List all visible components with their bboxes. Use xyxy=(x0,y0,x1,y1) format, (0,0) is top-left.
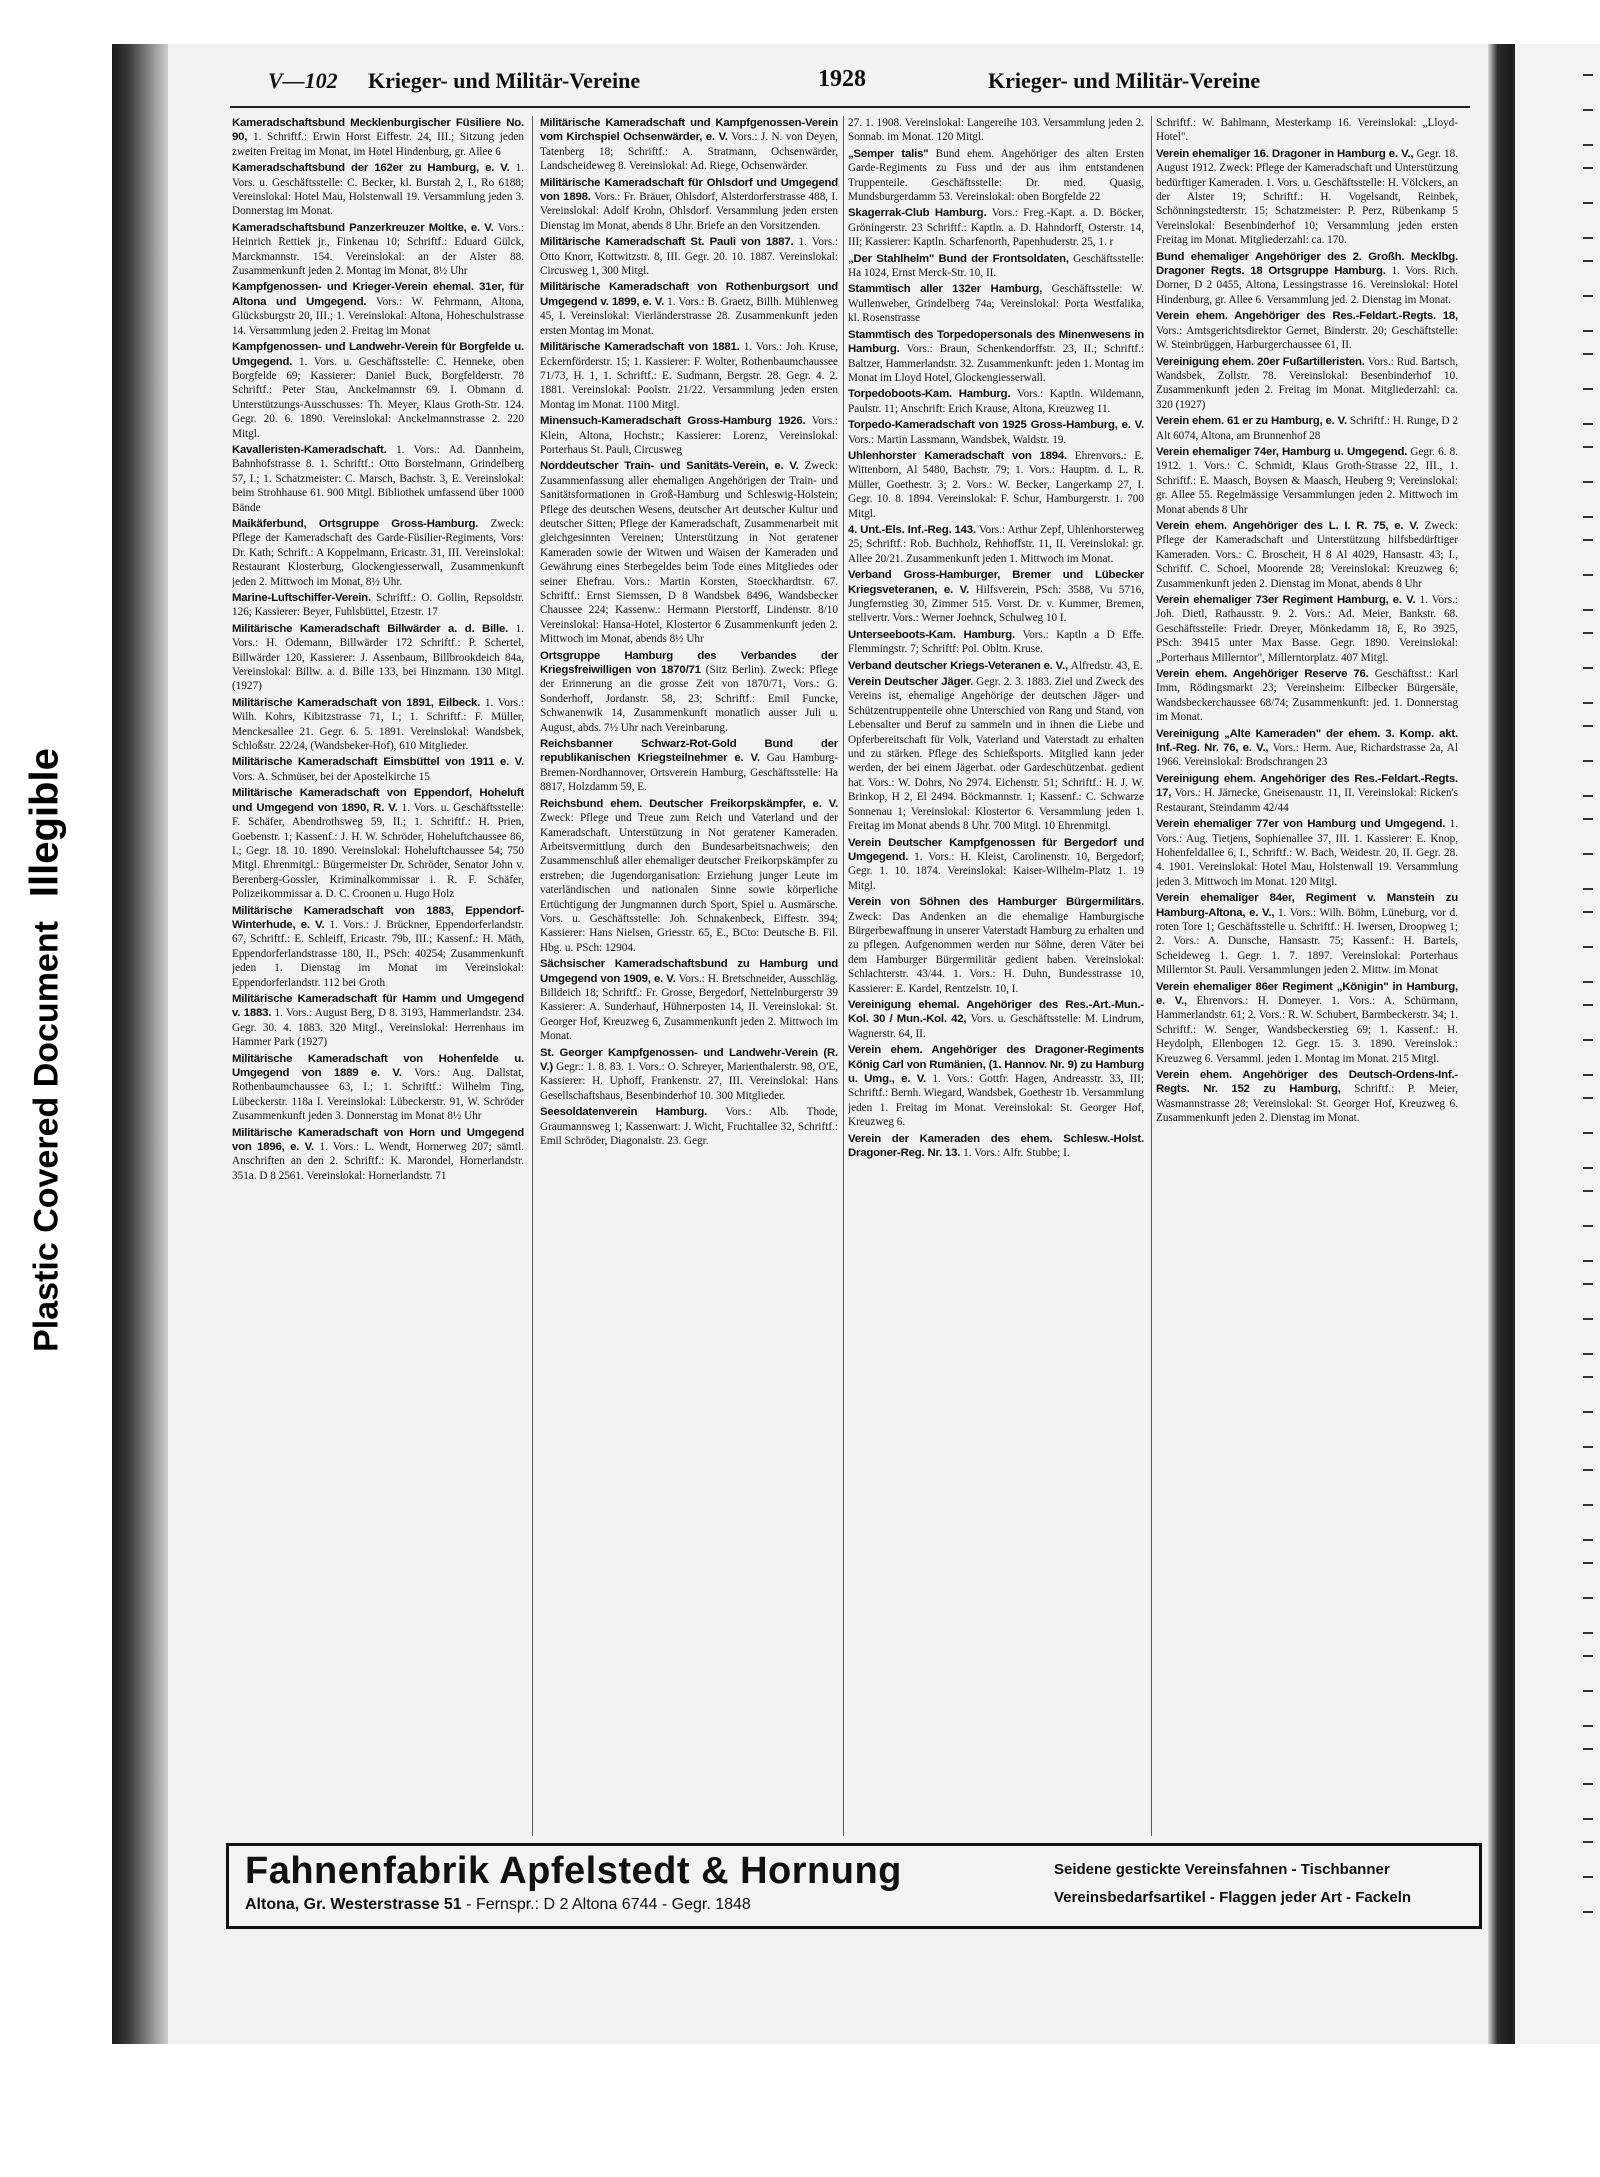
directory-entry xyxy=(848,449,1144,521)
entry-title: Militärische Kameradschaft und Kampfgenossen-Verein vom Kirchspiel Ochsenwärder, e. V. xyxy=(540,117,838,144)
entry-body: Ehrenvors.: E. Wittenborn, Al 5480, Bachstr. 79; 1. Vors.: Hauptm. d. L. R. Müller, Goethestr. 3; 2. Vors.: W. Becker, Langerkamp 27, I. Gegr. 10. 8. 1894. Vereinslokal: F. Schur, Hamburgerstr. 1. 700 Mitgl. xyxy=(848,449,1144,520)
directory-entry xyxy=(540,797,838,955)
entry-title: Verein Deutscher Kampfgenossen für Bergedorf und Umgegend. xyxy=(848,836,1144,863)
text-fragment xyxy=(1583,109,1593,111)
entry-body: 1. Vors. u. Geschäftsstelle: C. Henneke, oben Borgfelde 69; Kassierer: Daniel Buck, Borgfelderstr. 78 Schriftf.: Peter Stau, Anckelmannstr 69. I. Obmann d. Unterstützungs-Ausschusses: Th. Meyer, Klaus Groth-Str. 124. Gegr. 20. 6. 1890. Vereinslokal: Anckelmannstrasse 2. 220 Mitgl. xyxy=(232,355,524,440)
directory-entry xyxy=(848,418,1144,447)
entry-body: Geschäftsstelle: W. Wullenweber, Grindelberg 74a; Vereinslokal: Porta Westfalika, kl. Rosenstrasse xyxy=(848,283,1144,325)
entry-body: Gegr. 6. 8. 1912. 1. Vors.: C. Schmidt, Klaus Groth-Strasse 22, III., 1. Schriftf.: E. Maasch, Boysen & Maasch, Heuberg 9; Vereinslokal: gr. Allee 55. Regelmässige Versammlungen jeden 2. Mittwoch im Monat abends 8 Uhr xyxy=(1156,445,1458,516)
entry-title: 4. Unt.-Els. Inf.-Reg. 143. xyxy=(848,523,976,536)
text-fragment xyxy=(1583,1225,1593,1227)
text-fragment xyxy=(1583,911,1593,913)
directory-entry xyxy=(848,675,1144,833)
text-fragment xyxy=(1583,725,1593,727)
entry-title: Seesoldatenverein Hamburg. xyxy=(540,1106,708,1119)
entry-body: 1. Vors. u. Geschäftsstelle: F. Schäfer, Abendrothsweg 59, II.; 1. Schriftf.: H. Prien, Goebenstr. 1; Kassenf.: J. H. W. Schröder, Hoheluftchaussee 86, I.; Gegr. 18. 10. 1890. Vereinslokal: Hoheluftchaussee 54; 750 Mitgl. Ehrenmitgl.: Bürgermeister Dr. Schröder, Senator John v. Berenberg-Gossler, Kriminalkommissar i. R. F. Schäfer, Polizeikommissar a. D. C. Croonen u. Hugo Holz xyxy=(232,801,524,901)
side-label-text xyxy=(23,748,68,1352)
entry-title: Verein ehemaliger 73er Regiment Hamburg, e. V. xyxy=(1156,594,1416,606)
entry-body: Gau Hamburg-Bremen-Nordhannover, Ortsverein Hamburg, Geschäftsstelle: Ha 8817, Holzdamm 59, E. xyxy=(540,752,838,794)
entry-title: Verband deutscher Kriegs-Veteranen e. V., xyxy=(848,659,1068,672)
entry-body: (Sitz Berlin). Zweck: Pflege der Erinnerung an die grosse Zeit von 1870/71, Vors.: G. Sonderhoff, Jordanstr. 58, 23; Schriftf.: Emil Funcke, Schwanenwik 14, Zusammenkunft monatlich ausser Juli u. August, abds. 7½ Uhr nach Vereinbarung. xyxy=(540,664,838,734)
text-fragment xyxy=(1583,1876,1593,1878)
column-2 xyxy=(540,116,838,1996)
entry-title: Vereinigung ehemal. Angehöriger des Res.-Art.-Mun.-Kol. 30 / Mun.-Kol. 42, xyxy=(848,998,1144,1026)
entry-title: Kavalleristen-Kameradschaft. xyxy=(232,443,387,456)
directory-entry xyxy=(848,1132,1144,1161)
entry-title: Militärische Kameradschaft von Hohenfelde u. Umgegend von 1889 e. V. xyxy=(232,1052,524,1079)
entry-body: Vors.: Martin Lassmann, Wandsbek, Waldstr. 19. xyxy=(848,433,1067,446)
text-fragment xyxy=(1583,446,1593,448)
directory-entry xyxy=(232,622,524,694)
entry-title: Kameradschaftsbund Panzerkreuzer Moltke, e. V. xyxy=(232,221,494,234)
entry-title: Vereinigung ehem. 20er Fußartilleristen. xyxy=(1156,355,1365,368)
directory-entry xyxy=(540,116,838,174)
entry-body: Vors.: Heinrich Rettiek jr., Finkenau 10; Schriftf.: Eduard Gülck, Marckmannstr. 154. Vereinslokal: an der Alster 88. Zusammenkunft jeden 2. Montag im Monat, 8½ Uhr xyxy=(232,221,524,278)
entry-title: Verein ehem. Angehöriger des Deutsch-Ordens-Inf.-Regts. Nr. 152 zu Hamburg, xyxy=(1156,1069,1458,1096)
directory-entry xyxy=(1156,772,1458,815)
directory-entry xyxy=(1156,116,1458,145)
side-label xyxy=(0,640,90,1460)
entry-title: Unterseeboots-Kam. Hamburg. xyxy=(848,628,1015,641)
directory-entry xyxy=(232,755,524,784)
directory-entry xyxy=(232,280,524,338)
text-fragment xyxy=(1583,260,1593,262)
text-fragment xyxy=(1583,667,1593,669)
text-fragment xyxy=(1583,946,1593,948)
entry-title: Reichsbanner Schwarz-Rot-Gold Bund der republikanischen Kriegsteilnehmer e. V. xyxy=(540,738,838,765)
entry-title: Verein ehem. Angehöriger Reserve 76. xyxy=(1156,668,1369,681)
entry-title: Verein ehemaliger 86er Regiment „Königin" in Hamburg, e. V., xyxy=(1156,980,1458,1007)
directory-entry xyxy=(848,523,1144,566)
year: 1928 xyxy=(818,66,866,92)
entry-title: „Semper talis" xyxy=(848,147,929,160)
entry-body: Vors.: Braun, Schenkendorffstr. 23, II.; Schriftf.: Baltzer, Hammerlandstr. 32. Zusammenkunft: jeden 1. Montag im Monat im Lloyd Hotel, Glockengiesserwall. xyxy=(848,343,1144,384)
side-label-line2: Illegible xyxy=(22,748,67,898)
entry-body: Vors.: Freg.-Kapt. a. D. Böcker, Gröningerstr. 23 Schriftf.: Kaptln. a. D. Hahndorff, Osterstr. 14, III; Kassierer: Kaptln. Scharfenorth, Papenhuderstr. 25, 1. r xyxy=(848,207,1144,249)
entry-body: Gegr. 2. 3. 1883. Ziel und Zweck des Vereins ist, ehemalige Angehörige der deutschen Jäger- und Schützentruppenteile ohne Unterschied von Rang und Stand, von Lebensalter und Beruf zu sammeln und in ihnen die Liebe und Opferbereitschaft für Volk, Vaterland und Vaterstadt zu erhalten und zu stärken. Pflege des Schießsports. Mitglied kann jeder werden, der bei einem Jägerbat. oder Gardeschützenbat. gedient hat. Vors.: W. Dohrs, No 2974. Eichenstr. 51; Schriftf.: H. J. W. Brinkop, H 2, El 2494. Böckmannstr. 1; Kassenf.: C. Schwarze Sonnenau 1; Vereinslokal: Klostertor 6. Versammlung jeden 1. Freitag im Monat abends 8 Uhr. 700 Mitgl. 10 Ehrenmitgl. xyxy=(848,676,1144,833)
ad-products-line1: Seidene gestickte Vereinsfahnen - Tischbanner xyxy=(1054,1861,1390,1878)
column-divider xyxy=(532,116,533,1836)
entry-body: Vors.: W. Fehrmann, Altona, Glücksburgstr 20, III.; 1. Vereinslokal: Altona, Hoheschulstrasse 14. Versammlung jeden 2. Freitag im Monat xyxy=(232,295,524,337)
directory-entry xyxy=(540,1105,838,1148)
directory-entry xyxy=(232,696,524,754)
text-fragment xyxy=(1583,539,1593,541)
entry-body: Hilfsverein, PSch: 3588, Vu 5716, Jungfernstieg 30, Zimmer 515. Vorst. Dr. v. Kummer, Bremen, stellvertr. Vors.: Werner Joehnck, Schulweg 10 I. xyxy=(848,583,1144,625)
directory-entry xyxy=(540,414,838,457)
page-number: V—102 xyxy=(268,68,338,93)
directory-entry xyxy=(848,568,1144,626)
ad-products xyxy=(1054,1856,1464,1912)
directory-entry xyxy=(848,206,1144,249)
directory-entry xyxy=(848,836,1144,894)
text-fragment xyxy=(1583,702,1593,704)
entry-body: Vors.: Aug. Dallstat, Rothenbaumchaussee 63, I.; 1. Schriftf.: Wilhelm Ting, Lübeckerstr. 118a I. Vereinslokal: Lübeckerstr. 91, W. Schröder Zusammenkunft jeden 3. Donnerstag im Monat 8½ Uhr xyxy=(232,1067,524,1123)
entry-title: Torpedoboots-Kam. Hamburg. xyxy=(848,388,1011,401)
entry-body: 1. Vors.: August Berg, D 8. 3193, Hammerlandstr. 234. Gegr. 30. 4. 1883. 320 Mitgl., Vereinslokal: Herrenhaus im Hammer Park (1927) xyxy=(232,1007,524,1049)
adjacent-page-text-fragments xyxy=(1583,44,1600,2044)
directory-entry xyxy=(1156,519,1458,591)
directory-entry xyxy=(540,957,838,1043)
text-fragment xyxy=(1583,609,1593,611)
entry-body: Vors.: Amtsgerichtsdirektor Gernet, Binderstr. 20; Geschäftstelle: W. Steinbrüggen, Harburgerchaussee 61, II. xyxy=(1156,324,1458,352)
text-fragment xyxy=(1583,423,1593,425)
entry-title: Marine-Luftschiffer-Verein. xyxy=(232,592,371,604)
entry-title: Vereinigung „Alte Kameraden" der ehem. 3. Komp. akt. Inf.-Reg. Nr. 76, e. V., xyxy=(1156,727,1458,755)
entry-body: 1. Vors.: Wilh. Kohrs, Kibitzstrasse 71, I.; 1. Schriftf.: F. Müller, Menckesallee 21. Gegr. 6. 5. 1891. Vereinslokal: Wandsbek, Schloßstr. 22/24, (Wandsbeker-Hof), 610 Mitglieder. xyxy=(232,696,524,753)
entry-body: Vors.: Arthur Zepf, Uhlenhorsterweg 25; Schriftf.: Rob. Buchholz, Rehhoffstr. 11, II. Vereinslokal: gr. Allee 20/21. Zusammenkunft jeden 1. Mittwoch im Monat. xyxy=(848,523,1144,565)
entry-body: Ehrenvors.: H. Domeyer. 1. Vors.: A. Schürmann, Hammerlandstr. 61; 2. Vors.: R. W. Schubert, Barmbeckerstr. 34; 1. Schriftf.: W. Senger, Wandsbeckerstieg 69; 1. Kassenf.: H. Heydolph, Ellenbogen 12. Gegr. 15. 3. 1890. Vereinslok.: Kreuzweg 6. Versamml. jeden 1. Montag im Monat. 215 Mitgl. xyxy=(1156,994,1458,1065)
entry-body: 1. Vors. Rich. Dorner, D 2 0455, Altona, Lessingstrasse 16. Vereinslokal: Hotel Hindenburg, gr. Allee 6. Versammlung jed. 2. Dienstag im Monat. xyxy=(1156,265,1458,306)
entry-body: 27. 1. 1908. Vereinslokal: Langereihe 103. Versammlung jeden 2. Sonnab. im Monat. 120 Mitgl. xyxy=(848,117,1144,144)
entry-title: Militärische Kameradschaft für Ohlsdorf und Umgegend von 1898. xyxy=(540,176,838,204)
text-fragment xyxy=(1583,795,1593,797)
directory-entry xyxy=(540,235,838,278)
entry-title: Militärische Kameradschaft von 1881. xyxy=(540,341,740,354)
directory-entry xyxy=(232,786,524,901)
entry-body: 1. Vors.: H. Odemann, Billwärder 172 Schriftf.: P. Schertel, Billwärder 120, Kassierer: J. Assenbaum, Billbrookdeich 84a, Vereinslokal: Billw. a. d. Bille 133, bei Hinzmann. 130 Mitgl. (1927) xyxy=(232,622,524,693)
directory-entry xyxy=(540,459,838,646)
directory-entry xyxy=(232,1052,524,1124)
entry-body: Vors.: Kaptln. Wildemann, Paulstr. 11; Anschrift: Erich Krause, Altona, Kreuzweg 11. xyxy=(848,388,1144,415)
directory-entry xyxy=(848,628,1144,657)
entry-body: 1. Vors.: Joh. Dietl, Rathausstr. 9. 2. Vors.: Ad. Meier, Bankstr. 68. Geschäftsstelle: Friedr. Dreyer, Mönkedamm 18, E, Ro 3925, PSch: 39415 unter Max Basse. Gegr. 1890. Vereinslokal: „Porterhaus Millerntor", Millerntorplatz. 407 Mitgl. xyxy=(1156,594,1458,664)
entry-body: 1. Vors.: Otto Knorr, Kottwitzstr. 8, III. Gegr. 20. 10. 1887. Vereinslokal: Circusweg 1, 300 Mitgl. xyxy=(540,236,838,278)
entry-body: Schriftf.: H. Runge, D 2 Alt 6074, Altona, am Brunnenhof 28 xyxy=(1156,415,1458,442)
text-fragment xyxy=(1583,1283,1593,1285)
directory-entry xyxy=(1156,355,1458,413)
directory-entry xyxy=(848,282,1144,325)
directory-entry xyxy=(232,992,524,1050)
directory-entry xyxy=(848,147,1144,205)
entry-title: Norddeutscher Train- und Sanitäts-Verein, e. V. xyxy=(540,460,799,473)
entry-title: Militärische Kameradschaft von Eppendorf, Hoheluft und Umgegend von 1890, R. V. xyxy=(232,787,524,814)
text-fragment xyxy=(1583,516,1593,518)
directory-entry xyxy=(232,161,524,219)
directory-entry xyxy=(540,176,838,234)
entry-title: Minensuch-Kameradschaft Gross-Hamburg 1926. xyxy=(540,415,806,428)
entry-title: Verein ehem. Angehöriger des Dragoner-Regiments König Carl von Rumänien, (1. Hannov. Nr. 9) zu Hamburg u. Umg., e. V. xyxy=(848,1044,1144,1085)
directory-entry xyxy=(232,116,524,159)
entry-body: Vors.: Fr. Bräuer, Ohlsdorf, Alsterdorferstrasse 488, I. Vereinslokal: Adolf Krohn, Ohlsdorf. Versammlung jeden ersten Dienstag im Monat, abends 8 Uhr. Briefe an den Vorsitzenden. xyxy=(540,191,838,232)
directory-entry xyxy=(1156,593,1458,665)
ad-phone: Fernspr.: D 2 Altona 6744 xyxy=(475,1896,658,1913)
entry-body: 1. Vors.: Alfr. Stubbe; I. xyxy=(963,1147,1070,1160)
column-3 xyxy=(848,116,1144,1996)
entry-body: Schriftf.: O. Gollin, Repsoldstr. 126; Kassierer: Beyer, Fuhlsbüttel, Etzestr. 17 xyxy=(232,592,524,619)
entry-title: Militärische Kameradschaft Eimsbüttel von 1911 e. V. xyxy=(232,756,524,769)
text-fragment xyxy=(1583,1469,1593,1471)
entry-body: 1. Vors. u. Geschäftsstelle: C. Becker, kl. Burstah 2, I., Ro 6188; Vereinslokal: Hotel Mau, Holstenwall 19. Versammlung jeden 3. Donnerstag im Monat. xyxy=(232,162,524,218)
directory-entry xyxy=(540,340,838,412)
directory-entry xyxy=(848,116,1144,145)
text-fragment xyxy=(1583,1841,1593,1843)
column-4 xyxy=(1156,116,1458,1996)
entry-body: Geschäftsstelle: Ha 1024, Ernst Merck-Str. 10, II. xyxy=(848,252,1144,280)
directory-entry xyxy=(848,328,1144,386)
entry-body: 1. Vors.: L. Wendt, Hornerweg 207; sämtl. Anschriften an den 2. Schriftf.: K. Marondel, Hornerlandstr. 351a. D 8 2561. Vereinslokal: Hornerlandstr. 71 xyxy=(232,1141,524,1182)
text-fragment xyxy=(1583,632,1593,634)
entry-title: Torpedo-Kameradschaft von 1925 Gross-Hamburg, e. V. xyxy=(848,419,1144,432)
entry-title: Verein ehem. Angehöriger des L. I. R. 75, e. V. xyxy=(1156,519,1419,532)
entry-title: Militärische Kameradschaft von 1883, Eppendorf-Winterhude, e. V. xyxy=(232,904,524,931)
entry-title: Maikäferbund, Ortsgruppe Gross-Hamburg. xyxy=(232,517,479,530)
text-fragment xyxy=(1583,1911,1593,1913)
running-title-left: Krieger- und Militär-Vereine xyxy=(368,68,641,93)
entry-body: 1. Vors.: Joh. Kruse, Eckernförderstr. 15; 1. Kassierer: F. Wolter, Rothenbaumchaussee 71/73, H. 1, 1. Schriftf.: E. Sudmann, Bergstr. 28. Gegr. 4. 2. 1881. Vereinslokal: Poolstr. 21/22. Versammlung jeden ersten Montag im Monat. 1100 Mitgl. xyxy=(540,341,838,411)
text-fragment xyxy=(1583,1632,1593,1634)
directory-entry xyxy=(232,221,524,279)
entry-title: Militärische Kameradschaft für Hamm und Umgegend v. 1883. xyxy=(232,992,524,1020)
directory-entry xyxy=(1156,891,1458,977)
entry-title: Militärische Kameradschaft von Rothenburgsort und Umgegend v. 1899, e. V. xyxy=(540,281,838,308)
entry-title: Verein ehemaliger 16. Dragoner in Hamburg e. V., xyxy=(1156,147,1414,160)
entry-body: 1. Vors.: Ad. Dannheim, Bahnhofstrasse 8. 1. Schriftf.: Otto Borstelmann, Grindelberg 57, I.; 1. Schatzmeister: C. Marsch, Bachstr. 3, E. Vereinslokal: beim Strohhause 61. 900 Mitgl. Bibliothek umfassend über 1000 Bände xyxy=(232,443,524,514)
side-label-line1: Plastic Covered Document xyxy=(27,921,66,1352)
running-title-right: Krieger- und Militär-Vereine xyxy=(988,68,1261,93)
directory-entry xyxy=(1156,445,1458,517)
directory-entry xyxy=(1156,250,1458,308)
directory-entry xyxy=(1156,727,1458,770)
text-fragment xyxy=(1583,295,1593,297)
page-gutter xyxy=(1488,44,1512,2044)
directory-entry xyxy=(1156,1068,1458,1126)
directory-entry xyxy=(232,443,524,515)
entry-body: Zweck: Zusammenfassung aller ehemaligen Angehörigen der Train- und Sanitätsformationen in Groß-Hamburg und Schleswig-Holstein; Pflege des deutschen Wesens, deutscher Art deutscher Kultur und deutscher Sitten; Pflege der Kameradschaft, Zusammenarbeit mit gleichgesinnten Vereinen; Unterstützung in Not geratener Kameraden sowie der Witwen und Waisen der Kameraden und Gewährung eines Sterbegeldes beim Tode eines Mitgliedes oder seiner Ehefrau. Vors.: Martin Korsten, Stoeckhardtstr. 67. Schriftf.: Ernst Siemssen, D 8 Wandsbek 8496, Wandsbecker Chaussee 224; Kassenw.: Hermann Pierstorff, Lindenstr. 8/10 Vereinslokal: Hansa-Hotel, Klostertor 6 Zusammenkunft jeden 2. Mittwoch im Monat, abends 8½ Uhr xyxy=(540,460,838,646)
text-fragment xyxy=(1583,853,1593,855)
directory-entry xyxy=(232,517,524,589)
text-fragment xyxy=(1583,167,1593,169)
directory-entry xyxy=(540,649,838,735)
directory-entry xyxy=(232,591,524,620)
text-fragment xyxy=(1583,1167,1593,1169)
text-fragment xyxy=(1583,330,1593,332)
text-fragment xyxy=(1583,1132,1593,1134)
entry-title: Stammtisch des Torpedopersonals des Minenwesens in Hamburg. xyxy=(848,328,1144,356)
entry-body: Bund ehem. Angehöriger des alten Ersten Garde-Regiments zu Fuss und der aus ihm entstandenen Truppenteile. Geschäftsstelle: Dr. med. Quasig, Mundsburgerdamm 53. Vereinslokal: oben Borgfelde 22 xyxy=(848,147,1144,204)
entry-body: 1. Vors.: Wilh. Böhm, Lüneburg, vor d. roten Tore 1; Geschäftsstelle u. Schriftf.: H. Iwersen, Droopweg 1; 2. Vors.: A. Dunsche, Hansastr. 75; Kassenf.: H. Bartels, Scheideweg 1. Gegr. 1. 7. 1897. Vereinslokal: Porterhaus Millerntor St. Pauli. Versammlungen jeden 2. Mittw. im Monat xyxy=(1156,906,1458,977)
entry-title: Kampfgenossen- und Landwehr-Verein für Borgfelde u. Umgegend. xyxy=(232,341,524,368)
entry-body: Vors.: J. N. von Deyen, Tatenberg 18; Schriftf.: A. Stratmann, Ochsenwärder, Landscheideweg 8. Vereinslokal: Ad. Riege, Ochsenwärder. xyxy=(540,131,838,173)
entry-title: Ortsgruppe Hamburg des Verbandes der Kriegsfreiwilligen von 1870/71 xyxy=(540,649,838,677)
directory-entry xyxy=(848,998,1144,1041)
entry-body: Alfredstr. 43, E. xyxy=(1070,659,1143,672)
entry-title: Kampfgenossen- und Krieger-Verein ehemal. 31er, für Altona und Umgegend. xyxy=(232,281,524,308)
entry-title: Militärische Kameradschaft von Horn und Umgegend von 1896, e. V. xyxy=(232,1126,524,1154)
text-fragment xyxy=(1583,1539,1593,1541)
entry-title: Stammtisch aller 132er Hamburg, xyxy=(848,283,1043,296)
entry-body: Schriftf.: P. Meier, Wasmannstrasse 28; Vereinslokal: St. Georger Hof, Kreuzweg 6. Zusammenkunft jeden 2. Dienstag im Monat. xyxy=(1156,1083,1458,1125)
directory-entry xyxy=(1156,817,1458,889)
column-1 xyxy=(232,116,524,1996)
entry-title: Verein ehemaliger 77er von Hamburg und Umgegend. xyxy=(1156,818,1446,831)
text-fragment xyxy=(1583,353,1593,355)
text-fragment xyxy=(1583,237,1593,239)
entry-body: Schriftf.: W. Bahlmann, Mesterkamp 16. Vereinslokal: „Lloyd-Hotel". xyxy=(1156,117,1458,144)
advertisement xyxy=(226,1843,1482,1929)
text-fragment xyxy=(1583,1039,1593,1041)
entry-title: Kameradschaftsbund der 162er zu Hamburg, e. V. xyxy=(232,162,510,175)
entry-title: Verband Gross-Hamburger, Bremer und Lübecker Kriegsveteranen, e. V. xyxy=(848,569,1144,596)
directory-entry xyxy=(1156,667,1458,725)
directory-entry xyxy=(848,387,1144,416)
text-fragment xyxy=(1583,1074,1593,1076)
directory-entry xyxy=(848,252,1144,281)
text-fragment xyxy=(1583,388,1593,390)
entry-title: Militärische Kameradschaft St. Pauli von 1887. xyxy=(540,236,794,249)
entry-body: Vors.: Herm. Aue, Richardstrasse 2a, Al 1966. Vereinslokal: Brodschrangen 23 xyxy=(1156,742,1458,769)
text-fragment xyxy=(1583,144,1593,146)
entry-body: Vors.: Rud. Bartsch, Wandsbek, Zollstr. 78. Vereinslokal: Besenbinderhof 10. Zusammenkunft jeden 2. Freitag im Monat. Mitgliederzahl: ca. 320 (1927) xyxy=(1156,355,1458,411)
directory-entry xyxy=(232,904,524,990)
text-fragment xyxy=(1583,202,1593,204)
text-fragment xyxy=(1583,981,1593,983)
entry-title: Bund ehemaliger Angehöriger des 2. Großh. Mecklbg. Dragoner Regts. 18 Ortsgruppe Hamburg. xyxy=(1156,250,1458,278)
entry-body: Zweck: Pflege und Treue zum Reich und Vaterland und der Kameradschaft. Unterstützung in Not geratener Kameraden. Arbeitsvermittlung durch den Bundesarbeitsnachweis; den Zusammenschluß aller ehemaliger deutscher Freikorpskämpfer zu erstreben; die Jugendorganisation: Erziehung junger Leute im vaterländischen und nationalen Sinne sowie körperliche Ertüchtigung der Jungmannen durch Sport, Spiel u. Ausmärsche. Vors. u. Geschäftsstelle: Joh. Schnakenbeck, Eiffestr. 394; Kassierer: Hans Nielsen, Griesstr. 65, E., BCto: Deutsche B. Fil. Hbg. u. PSch: 12904. xyxy=(540,812,838,954)
text-fragment xyxy=(1583,481,1593,483)
entry-body: Vors. A. Schmüser, bei der Apostelkirche 15 xyxy=(232,770,430,783)
entry-title: Militärische Kameradschaft von 1891, Eilbeck. xyxy=(232,696,481,709)
entry-body: Gegr.: 1. 8. 83. 1. Vors.: O. Schreyer, Marienthalerstr. 98, O'E, Kassierer: H. Uphoff, Frankenstr. 27, III. Vereinslokal: Hans Gesellschaftshaus, Besenbinderhof 10. 300 Mitglieder. xyxy=(540,1061,838,1102)
text-fragment xyxy=(1583,1748,1593,1750)
directory-entry xyxy=(848,1043,1144,1129)
directory-entry xyxy=(232,1126,524,1184)
entry-body: 1. Vors.: B. Graetz, Billh. Mühlenweg 45, I. Vereinslokal: Vierländerstrasse 28. Zusammenkunft jeden ersten Montag im Monat. xyxy=(540,295,838,337)
text-fragment xyxy=(1583,1725,1593,1727)
entry-title: Verein ehem. 61 er zu Hamburg, e. V. xyxy=(1156,415,1347,428)
entry-title: Uhlenhorster Kameradschaft von 1894. xyxy=(848,449,1067,462)
entry-title: „Der Stahlhelm" Bund der Frontsoldaten, xyxy=(848,252,1069,265)
ad-address-line: Altona, Gr. Westerstrasse 51 - Fernspr.: D 2 Altona 6744 - Gegr. 1848 xyxy=(245,1896,751,1913)
ad-founded: Gegr. 1848 xyxy=(671,1896,751,1913)
page-header xyxy=(198,64,1478,104)
text-fragment xyxy=(1583,1097,1593,1099)
directory-entry xyxy=(540,737,838,795)
entry-title: Kameradschaftsbund Mecklenburgischer Füsiliere No. 90, xyxy=(232,117,524,144)
entry-body: Vors.: Alb. Thode, Graumannsweg 1; Kassenwart: J. Wicht, Fruchtallee 32, Schriftf.: Emil Schröder, Diagonalstr. 23. Gegr. xyxy=(540,1106,838,1148)
entry-body: 1. Vors.: J. Brückner, Eppendorferlandstr. 67, Schriftf.: E. Schleiff, Ericastr. 79b, III.; Kassenf.: H. Mäth, Eppendorferlandstrasse 180, II., PSch: 40254; Zusammenkunft jeden 1. Dienstag im Monat im Vereinslokal: Eppendorferlandstr. 112 bei Groth xyxy=(232,918,524,989)
entry-body: Vors.: Kaptln a D Effe. Flemmingstr. 7; Schriftf: Pol. Obltn. Kruse. xyxy=(848,628,1144,656)
entry-title: Verein ehemaliger 84er, Regiment v. Manstein zu Hamburg-Altona, e. V., xyxy=(1156,892,1458,919)
adjacent-page-edge xyxy=(1512,44,1600,2044)
entry-body: 1. Vors.: H. Kleist, Carolinenstr. 10, Bergedorf; Gegr. 1. 10. 1874. Vereinslokal: Kaiser-Wilhelm-Platz 1. 19 Mitgl. xyxy=(848,850,1144,892)
entry-title: Vereinigung ehem. Angehöriger des Res.-Feldart.-Regts. 17, xyxy=(1156,772,1458,800)
entry-body: Vors.: H. Järnecke, Gneisenaustr. 11, II. Vereinslokal: Ricken's Restaurant, Steindamm 42/44 xyxy=(1156,787,1458,814)
header-rule xyxy=(230,106,1470,108)
text-fragment xyxy=(1583,1376,1593,1378)
entry-title: Verein von Söhnen des Hamburger Bürgermilitärs. xyxy=(848,896,1144,909)
entry-title: Verein der Kameraden des ehem. Schlesw.-Holst. Dragoner-Reg. Nr. 13. xyxy=(848,1132,1144,1160)
text-fragment xyxy=(1583,74,1593,76)
text-fragment xyxy=(1583,1597,1593,1599)
directory-entry xyxy=(1156,309,1458,352)
entry-title: St. Georger Kampfgenossen- und Landwehr-Verein (R. V.) xyxy=(540,1046,838,1073)
entry-body: 1. Vors.: Gottfr. Hagen, Andreasstr. 33, III; Schriftf.: Bernh. Wiegard, Wandsbek, Goethestr 1b. Versammlung jeden 1. Freitag im Monat. Vereinslokal: St. Georger Hof, Kreuzweg 6. xyxy=(848,1073,1144,1129)
entry-body: Vors.: H. Bretschneider, Ausschläg. Billdeich 18; Schriftf.: Fr. Grosse, Bergedorf, Nettelnburgerstr 39 Kassierer: A. Sunderhauf, Hühnerposten 14, II. Vereinslokal: St. Georger Hof, Kreuzweg 6, Zusammenkunft jeden 2. Mittwoch im Monat. xyxy=(540,972,838,1043)
entry-title: Verein ehem. Angehöriger des Res.-Feldart.-Regts. 18, xyxy=(1156,310,1458,323)
entry-body: Zweck: Pflege der Kameradschaft und Unterstützung hilfsbedürftiger Kameraden. Vors.: C. Broscheit, H 8 Al 4029, Hansastr. 43; I., Schriftf. C. Schoel, Moorende 28; Vereinslokal: Kreuzweg 6; Zusammenkunft jeden 2. Dienstag im Monat, abends 8 Uhr xyxy=(1156,519,1458,590)
text-fragment xyxy=(1583,574,1593,576)
directory-entry xyxy=(540,280,838,338)
directory-entry xyxy=(848,659,1144,673)
text-fragment xyxy=(1583,1411,1593,1413)
text-fragment xyxy=(1583,1353,1593,1355)
entry-body: Vors.: Klein, Altona, Hochstr.; Kassierer: Lorenz, Vereinslokal: Porterhaus St. Pauli, Circusweg xyxy=(540,415,838,456)
entry-title: Reichsbund ehem. Deutscher Freikorpskämpfer, e. V. xyxy=(540,797,838,810)
entry-title: Skagerrak-Club Hamburg. xyxy=(848,207,987,220)
entry-body: Vors. u. Geschäftsstelle: M. Lindrum, Wagnerstr. 64, II. xyxy=(848,1013,1144,1040)
entry-title: Sächsischer Kameradschaftsbund zu Hamburg und Umgegend von 1909, e. V. xyxy=(540,958,838,985)
column-divider xyxy=(843,116,844,1836)
ad-products-line2: Vereinsbedarfsartikel - Flaggen jeder Art - Fackeln xyxy=(1054,1889,1412,1906)
text-fragment xyxy=(1583,1260,1593,1262)
book-binding xyxy=(112,44,168,2044)
entry-title: Militärische Kameradschaft Billwärder a. d. Bille. xyxy=(232,622,509,635)
entry-body: 1. Schriftf.: Erwin Horst Eiffestr. 24, III.; Sitzung jeden zweiten Freitag im Monat, im Hotel Hindenburg, gr. Allee 6 xyxy=(232,131,524,158)
text-fragment xyxy=(1583,1504,1593,1506)
directory-entry xyxy=(540,1046,838,1104)
text-fragment xyxy=(1583,1004,1593,1006)
text-fragment xyxy=(1583,1318,1593,1320)
entry-body: Geschäftsst.: Karl Imm, Rödingsmarkt 23; Vereinsheim: Eilbecker Bürgersäle, Wandsbeckerchaussee 68/74; Zusammenkunft: jed. 1. Donnerstag im Monat. xyxy=(1156,668,1458,724)
entry-body: 1. Vors.: Aug. Tietjens, Sophienallee 37, III. 1. Kassierer: E. Knop, Hohenfeldallee 6, I., Schriftf.: W. Bach, Weidestr. 20, II. Gegr. 28. 4. 1901. Vereinslokal: Hotel Mau, Holstenwall 19. Versammlung jeden 3. Mittwoch im Monat. 120 Mitgl. xyxy=(1156,818,1458,888)
directory-entry xyxy=(232,340,524,441)
directory-entry xyxy=(848,895,1144,996)
directory-entry xyxy=(1156,414,1458,443)
ad-address: Altona, Gr. Westerstrasse 51 xyxy=(245,1896,462,1913)
text-fragment xyxy=(1583,1818,1593,1820)
column-divider xyxy=(1151,116,1152,1836)
text-fragment xyxy=(1583,1562,1593,1564)
text-fragment xyxy=(1583,1690,1593,1692)
entry-body: Zweck: Pflege der Kameradschaft des Garde-Füsilier-Regiments, Vors: Dr. Kath; Schrift.: A Koppelmann, Ericastr. 31, III. Vereinslokal: Restaurant Klosterburg, Glockengiesserwall, Zusammenkunft jeden 2. Mittwoch im Monat, 8½ Uhr. xyxy=(232,517,524,588)
entry-title: Verein Deutscher Jäger. xyxy=(848,676,974,689)
directory-entry xyxy=(1156,980,1458,1066)
text-fragment xyxy=(1583,1655,1593,1657)
entry-title: Verein ehemaliger 74er, Hamburg u. Umgegend. xyxy=(1156,445,1408,458)
entry-body: Gegr. 18. August 1912. Zweck: Pflege der Kameradschaft und Unterstützung bedürftiger Kameraden. 1. Vors. u. Geschäftsstelle: H. Völckers, an der Alster 19; Schriftf.: H. Vogelsandt, Reinbek, Schönningstedterstr. 15; Schatzmeister: P. Perz, Rübenkamp 5 Vereinslokal: Besenbinderhof 10; Versammlung jeden ersten Freitag im Monat. Mitgliederzahl: ca. 170. xyxy=(1156,147,1458,247)
text-fragment xyxy=(1583,1783,1593,1785)
text-fragment xyxy=(1583,1190,1593,1192)
text-fragment xyxy=(1583,1446,1593,1448)
ad-firm-name: Fahnenfabrik Apfelstedt & Hornung xyxy=(245,1850,902,1892)
text-fragment xyxy=(1583,760,1593,762)
directory-entry xyxy=(1156,147,1458,248)
entry-body: Zweck: Das Andenken an die ehemalige Hamburgische Bürgerbewaffnung in unserer Vaterstadt Hamburg zu erhalten und zu pflegen. Aufgenommen werden nur Söhne, deren Väter bei dem Hamburger Bürgermilitär gedient haben. Vereinslokal: Schlachterstr. 43/44. 1. Vors.: H. Duhn, Bundesstrasse 10, Kassierer: E. Kardel, Rentzelstr. 10, I. xyxy=(848,910,1144,995)
text-fragment xyxy=(1583,888,1593,890)
text-fragment xyxy=(1583,818,1593,820)
